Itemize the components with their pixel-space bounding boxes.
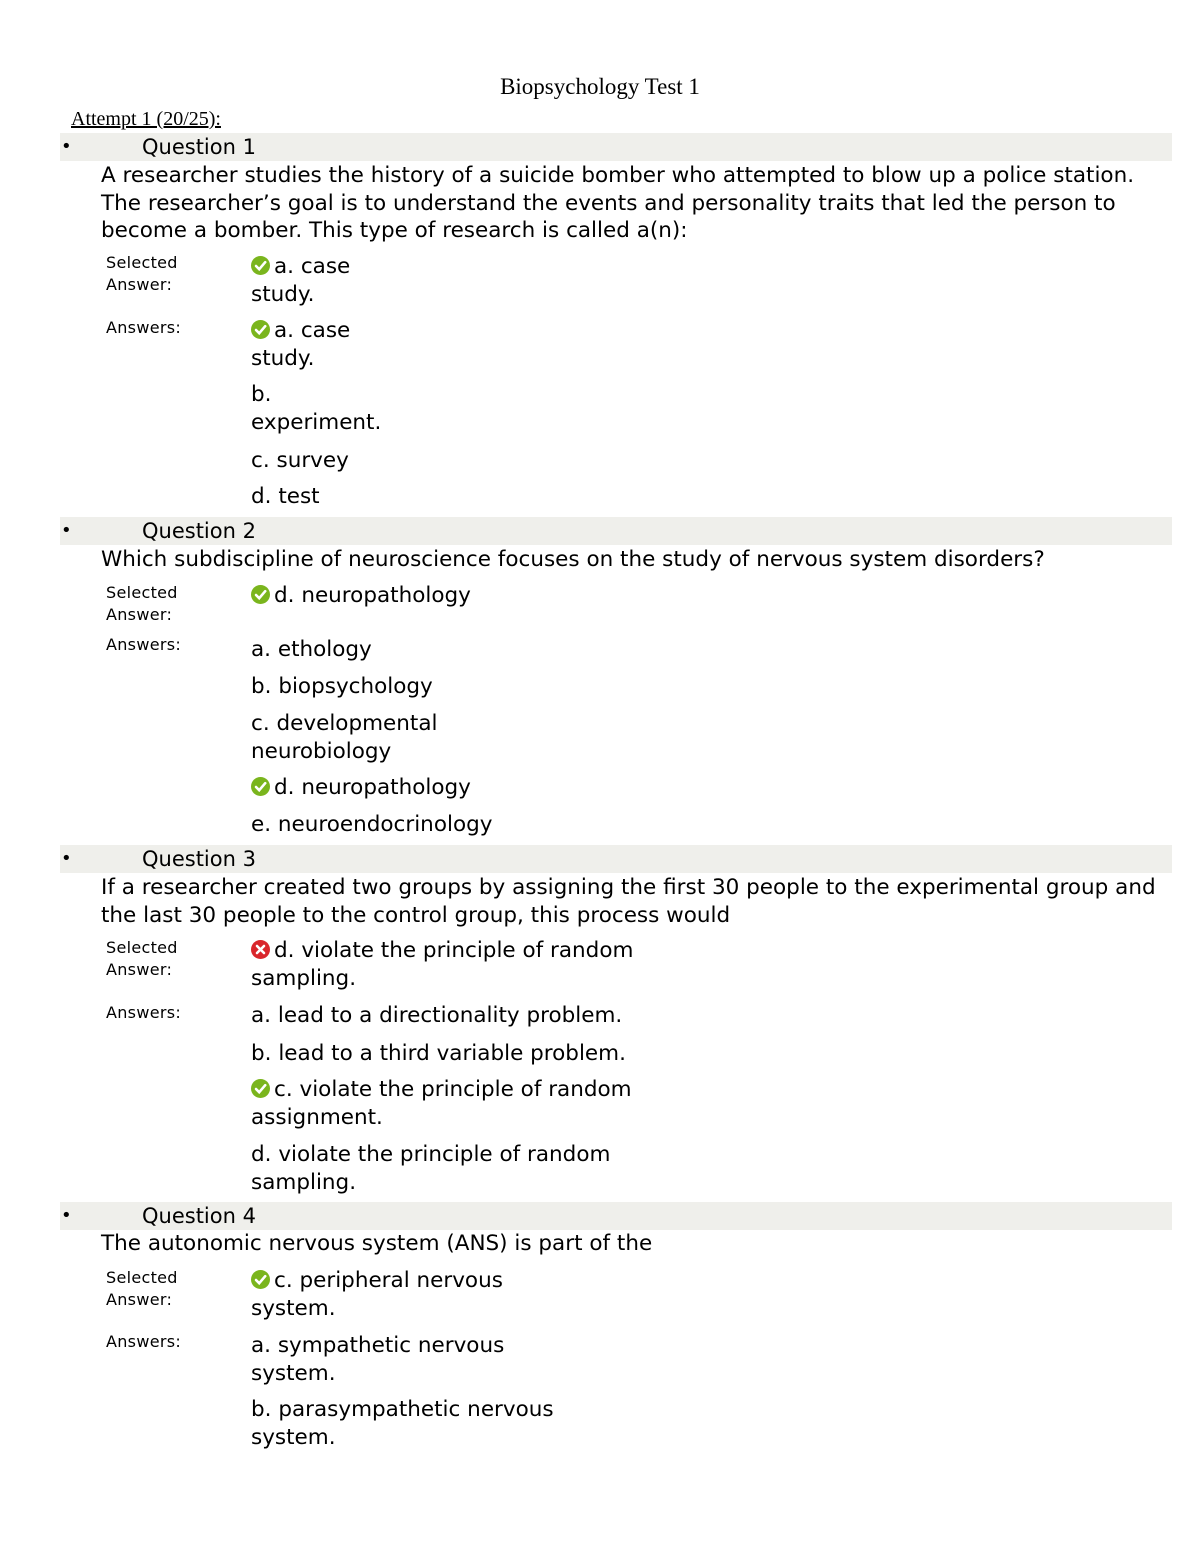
option-line bbox=[251, 710, 437, 738]
option-line bbox=[251, 1295, 503, 1323]
answer-option bbox=[251, 317, 350, 373]
answer-option bbox=[251, 1332, 504, 1388]
option-text: a. sympathetic nervous bbox=[251, 1333, 505, 1358]
option-text: b. lead to a third variable problem. bbox=[251, 1041, 626, 1066]
question-text: If a researcher created two groups by assigning the first 30 people to the experimental group and the last 30 people to the control group, this process would bbox=[101, 875, 1156, 928]
option-text: assignment. bbox=[251, 1105, 383, 1130]
option-line bbox=[251, 345, 350, 373]
option-line bbox=[251, 447, 349, 475]
selected-answer bbox=[251, 582, 471, 610]
option-text: system. bbox=[251, 1425, 336, 1450]
answer-option bbox=[251, 673, 433, 701]
option-text: d. violate the principle of random bbox=[251, 1142, 611, 1167]
answers-label: Answers: bbox=[106, 635, 182, 654]
option-text: system. bbox=[251, 1296, 336, 1321]
option-line bbox=[251, 1141, 610, 1169]
option-text: d. test bbox=[251, 484, 320, 509]
option-text: study. bbox=[251, 282, 315, 307]
correct-check-icon bbox=[251, 256, 270, 275]
option-line bbox=[251, 811, 492, 839]
question-title: Question 2 bbox=[142, 519, 256, 543]
answer-option bbox=[251, 381, 381, 437]
option-line bbox=[251, 1076, 632, 1104]
option-text: sampling. bbox=[251, 966, 357, 991]
question-text: Which subdiscipline of neuroscience focuses on the study of nervous system disorders? bbox=[101, 547, 1045, 572]
option-text: study. bbox=[251, 346, 315, 371]
selected-answer bbox=[251, 1267, 503, 1323]
option-line bbox=[251, 1267, 503, 1295]
incorrect-x-icon bbox=[251, 940, 270, 959]
answer-option bbox=[251, 811, 492, 839]
selected-label-line: Answer: bbox=[106, 960, 173, 979]
correct-check-icon bbox=[251, 320, 270, 339]
selected-answer-label bbox=[106, 937, 216, 981]
option-line bbox=[251, 738, 437, 766]
option-text: c. developmental bbox=[251, 711, 438, 736]
selected-label-line: Answer: bbox=[106, 1290, 173, 1309]
option-line bbox=[251, 1169, 610, 1197]
option-text: b. biopsychology bbox=[251, 674, 433, 699]
question-title: Question 1 bbox=[142, 135, 256, 159]
option-line bbox=[251, 317, 350, 345]
option-text: d. neuropathology bbox=[274, 775, 471, 800]
selected-label-line: Selected bbox=[106, 938, 178, 957]
selected-answer-label bbox=[106, 1267, 216, 1311]
option-text: b. parasympathetic nervous bbox=[251, 1397, 554, 1422]
option-line bbox=[251, 281, 350, 309]
option-line bbox=[251, 636, 372, 664]
option-line bbox=[251, 1104, 632, 1132]
option-text: b. bbox=[251, 382, 272, 407]
option-line bbox=[251, 1002, 622, 1030]
bullet-icon: • bbox=[61, 848, 72, 869]
selected-answer-label bbox=[106, 252, 216, 296]
option-text: sampling. bbox=[251, 1170, 357, 1195]
option-line bbox=[251, 774, 471, 802]
selected-answer bbox=[251, 937, 633, 993]
option-text: a. ethology bbox=[251, 637, 372, 662]
option-text: d. neuropathology bbox=[274, 583, 471, 608]
correct-check-icon bbox=[251, 1270, 270, 1289]
selected-label-line: Answer: bbox=[106, 275, 173, 294]
option-line bbox=[251, 673, 433, 701]
option-text: experiment. bbox=[251, 410, 382, 435]
option-line bbox=[251, 582, 471, 610]
answers-label: Answers: bbox=[106, 1003, 182, 1022]
option-line bbox=[251, 409, 381, 437]
selected-answer-label bbox=[106, 582, 216, 626]
answer-option bbox=[251, 1040, 626, 1068]
option-text: system. bbox=[251, 1361, 336, 1386]
option-line bbox=[251, 483, 320, 511]
option-line bbox=[251, 937, 633, 965]
option-text: d. violate the principle of random bbox=[274, 938, 634, 963]
option-line bbox=[251, 1332, 504, 1360]
option-line bbox=[251, 1424, 554, 1452]
option-text: e. neuroendocrinology bbox=[251, 812, 493, 837]
question-text: The autonomic nervous system (ANS) is part of the bbox=[101, 1231, 653, 1256]
option-text: c. violate the principle of random bbox=[274, 1077, 632, 1102]
option-text: a. lead to a directionality problem. bbox=[251, 1003, 623, 1028]
answer-option bbox=[251, 447, 349, 475]
bullet-icon: • bbox=[61, 520, 72, 541]
question-text: A researcher studies the history of a suicide bomber who attempted to blow up a police station. The researcher’s goal is to understand the events and personality traits that led the person to become a bomber. This type of research is called a(n): bbox=[101, 163, 1135, 243]
correct-check-icon bbox=[251, 1079, 270, 1098]
answer-option bbox=[251, 636, 372, 664]
question-title: Question 3 bbox=[142, 847, 256, 871]
selected-label-line: Answer: bbox=[106, 605, 173, 624]
answers-label: Answers: bbox=[106, 1332, 182, 1351]
answers-label: Answers: bbox=[106, 318, 182, 337]
option-text: a. case bbox=[274, 254, 351, 279]
document-title: Biopsychology Test 1 bbox=[500, 74, 700, 99]
option-line bbox=[251, 965, 633, 993]
option-line bbox=[251, 1396, 554, 1424]
option-line bbox=[251, 1040, 626, 1068]
correct-check-icon bbox=[251, 777, 270, 796]
answer-option bbox=[251, 1002, 622, 1030]
attempt-score: Attempt 1 (20/25): bbox=[71, 108, 221, 130]
selected-answer bbox=[251, 253, 350, 309]
answer-option bbox=[251, 774, 471, 802]
answer-option bbox=[251, 710, 437, 766]
answer-option bbox=[251, 1141, 610, 1197]
option-line bbox=[251, 253, 350, 281]
option-line bbox=[251, 381, 381, 409]
bullet-icon: • bbox=[61, 136, 72, 157]
answer-option bbox=[251, 1396, 554, 1452]
answer-option bbox=[251, 483, 320, 511]
option-text: c. survey bbox=[251, 448, 349, 473]
option-line bbox=[251, 1360, 504, 1388]
question-title: Question 4 bbox=[142, 1204, 256, 1228]
selected-label-line: Selected bbox=[106, 583, 178, 602]
correct-check-icon bbox=[251, 585, 270, 604]
answer-option bbox=[251, 1076, 632, 1132]
selected-label-line: Selected bbox=[106, 253, 178, 272]
option-text: c. peripheral nervous bbox=[274, 1268, 503, 1293]
option-text: neurobiology bbox=[251, 739, 392, 764]
selected-label-line: Selected bbox=[106, 1268, 178, 1287]
option-text: a. case bbox=[274, 318, 351, 343]
bullet-icon: • bbox=[61, 1205, 72, 1226]
